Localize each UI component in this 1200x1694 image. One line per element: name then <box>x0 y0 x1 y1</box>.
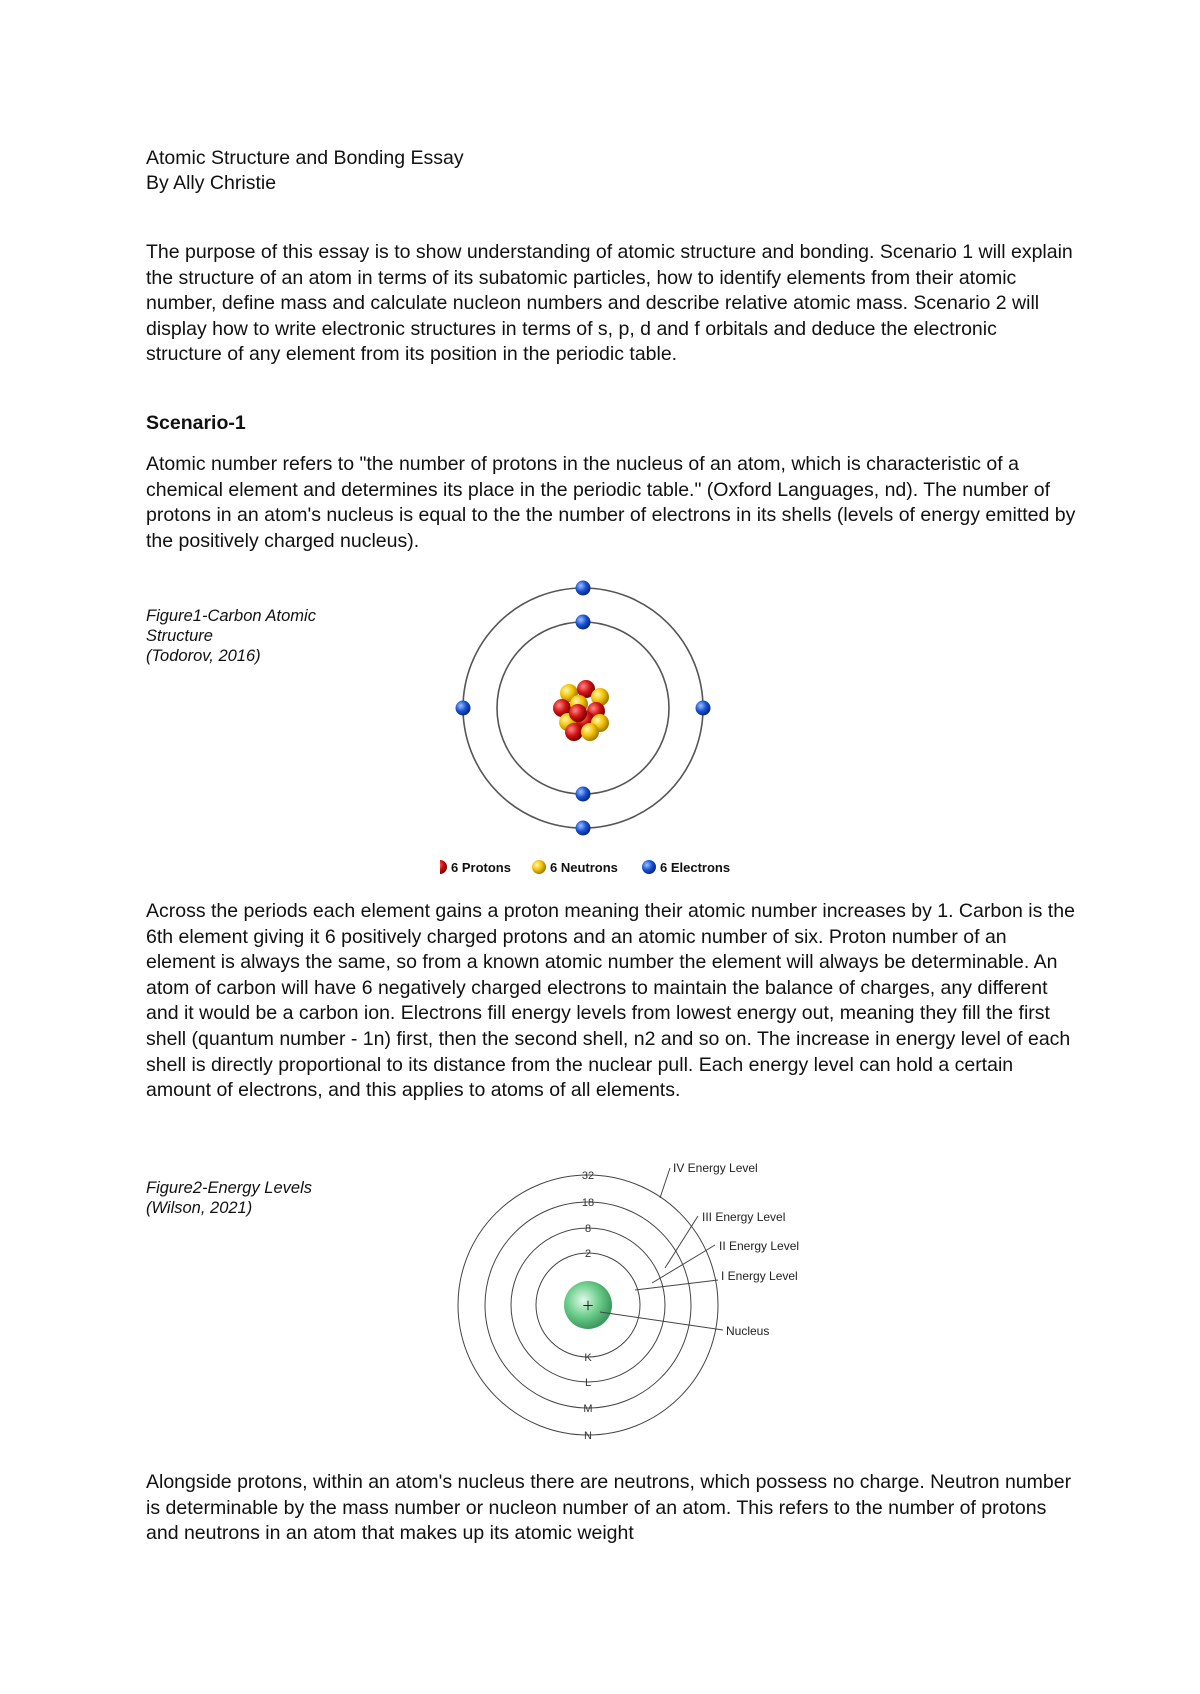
scenario-1-heading: Scenario-1 <box>146 412 246 434</box>
nucleus-plus-symbol: + <box>582 1295 594 1317</box>
shell-letters <box>583 1352 592 1442</box>
electron <box>576 615 591 630</box>
figure2-caption <box>146 1178 376 1218</box>
figure1-caption-line2: Structure <box>146 627 213 645</box>
figure1-caption-line1: Figure1-Carbon Atomic <box>146 607 316 625</box>
level-pointer-lines <box>600 1168 723 1330</box>
label-ii-energy-level: II Energy Level <box>719 1239 800 1253</box>
label-i-energy-level: I Energy Level <box>721 1269 798 1283</box>
capacity-label: 32 <box>581 1170 595 1182</box>
electron <box>696 701 711 716</box>
label-iv-energy-level: IV Energy Level <box>673 1161 758 1175</box>
electron <box>456 701 471 716</box>
figure1-caption <box>146 606 376 666</box>
pointer-i <box>635 1280 718 1290</box>
electron-legend-marker <box>642 860 656 874</box>
legend-electrons: 6 Electrons <box>660 860 731 875</box>
energy-levels-diagram <box>440 1160 840 1450</box>
shell-letter: M <box>583 1403 593 1415</box>
electron <box>576 821 591 836</box>
label-nucleus: Nucleus <box>726 1324 770 1338</box>
shell-letter: N <box>584 1430 592 1442</box>
legend-neutrons: 6 Neutrons <box>550 860 618 875</box>
label-iii-energy-level: III Energy Level <box>702 1210 786 1224</box>
pointer-iv <box>660 1168 670 1198</box>
pointer-ii <box>652 1245 715 1283</box>
proton-legend-marker <box>440 860 447 874</box>
neutron-paragraph: Alongside protons, within an atom's nucleus there are neutrons, which possess no charge. Neutron number is determinable by the mass number or nucleon number of an atom. This refers to the number of protons and neutrons in an atom that makes up its atomic weight <box>146 1471 1072 1545</box>
shell-letter: K <box>584 1352 592 1364</box>
energy-levels-paragraph: Across the periods each element gains a proton meaning their atomic number increases by 1. Carbon is the 6th element giving it 6 positively charged protons and an atomic number of six. Proton number of an element is always the same, so from a known atomic number the element will always be determinable. An atom of carbon will have 6 negatively charged electrons to maintain the balance of charges, any different and it would be a carbon ion. Electrons fill energy levels from lowest energy out, meaning they fill the first shell (quantum number - 1n) first, then the second shell, n2 and so on. The increase in energy level of each shell is directly proportional to its distance from the nuclear pull. Each energy level can hold a certain amount of electrons, and this applies to atoms of all elements. <box>146 900 1075 1102</box>
capacity-label: 2 <box>584 1248 592 1260</box>
intro-paragraph: The purpose of this essay is to show understanding of atomic structure and bonding. Scenario 1 will explain the structure of an atom in terms of its subatomic particles, how to identify elements from their atomic number, define mass and calculate nucleon numbers and describe relative atomic mass. Scenario 2 will display how to write electronic structures in terms of s, p, d and f orbitals and deduce the electronic structure of any element from its position in the periodic table. <box>146 241 1073 366</box>
shell-letter: L <box>584 1377 592 1389</box>
figure1-caption-line3: (Todorov, 2016) <box>146 647 261 665</box>
document-title: Atomic Structure and Bonding Essay <box>146 147 464 169</box>
shell-capacities <box>582 1170 594 1260</box>
document-author: By Ally Christie <box>146 172 277 194</box>
capacity-label: 8 <box>584 1223 592 1235</box>
figure2-caption-line1: Figure2-Energy Levels <box>146 1179 312 1197</box>
legend-protons: 6 Protons <box>451 860 511 875</box>
electron <box>576 787 591 802</box>
carbon-nucleus <box>553 680 609 741</box>
atomic-number-paragraph: Atomic number refers to "the number of protons in the nucleus of an atom, which is characteristic of a chemical element and determines its place in the periodic table." (Oxford Languages, nd). The number of protons in an atom's nucleus is equal to the the number of electrons in its shells (levels of energy emitted by the positively charged nucleus). <box>146 453 1076 552</box>
carbon-atom-diagram <box>440 570 780 885</box>
electron <box>576 581 591 596</box>
figure1-legend <box>440 860 730 875</box>
neutron-legend-marker <box>532 860 546 874</box>
figure2-caption-line2: (Wilson, 2021) <box>146 1199 253 1217</box>
capacity-label: 18 <box>581 1197 595 1209</box>
level-labels <box>673 1161 799 1338</box>
